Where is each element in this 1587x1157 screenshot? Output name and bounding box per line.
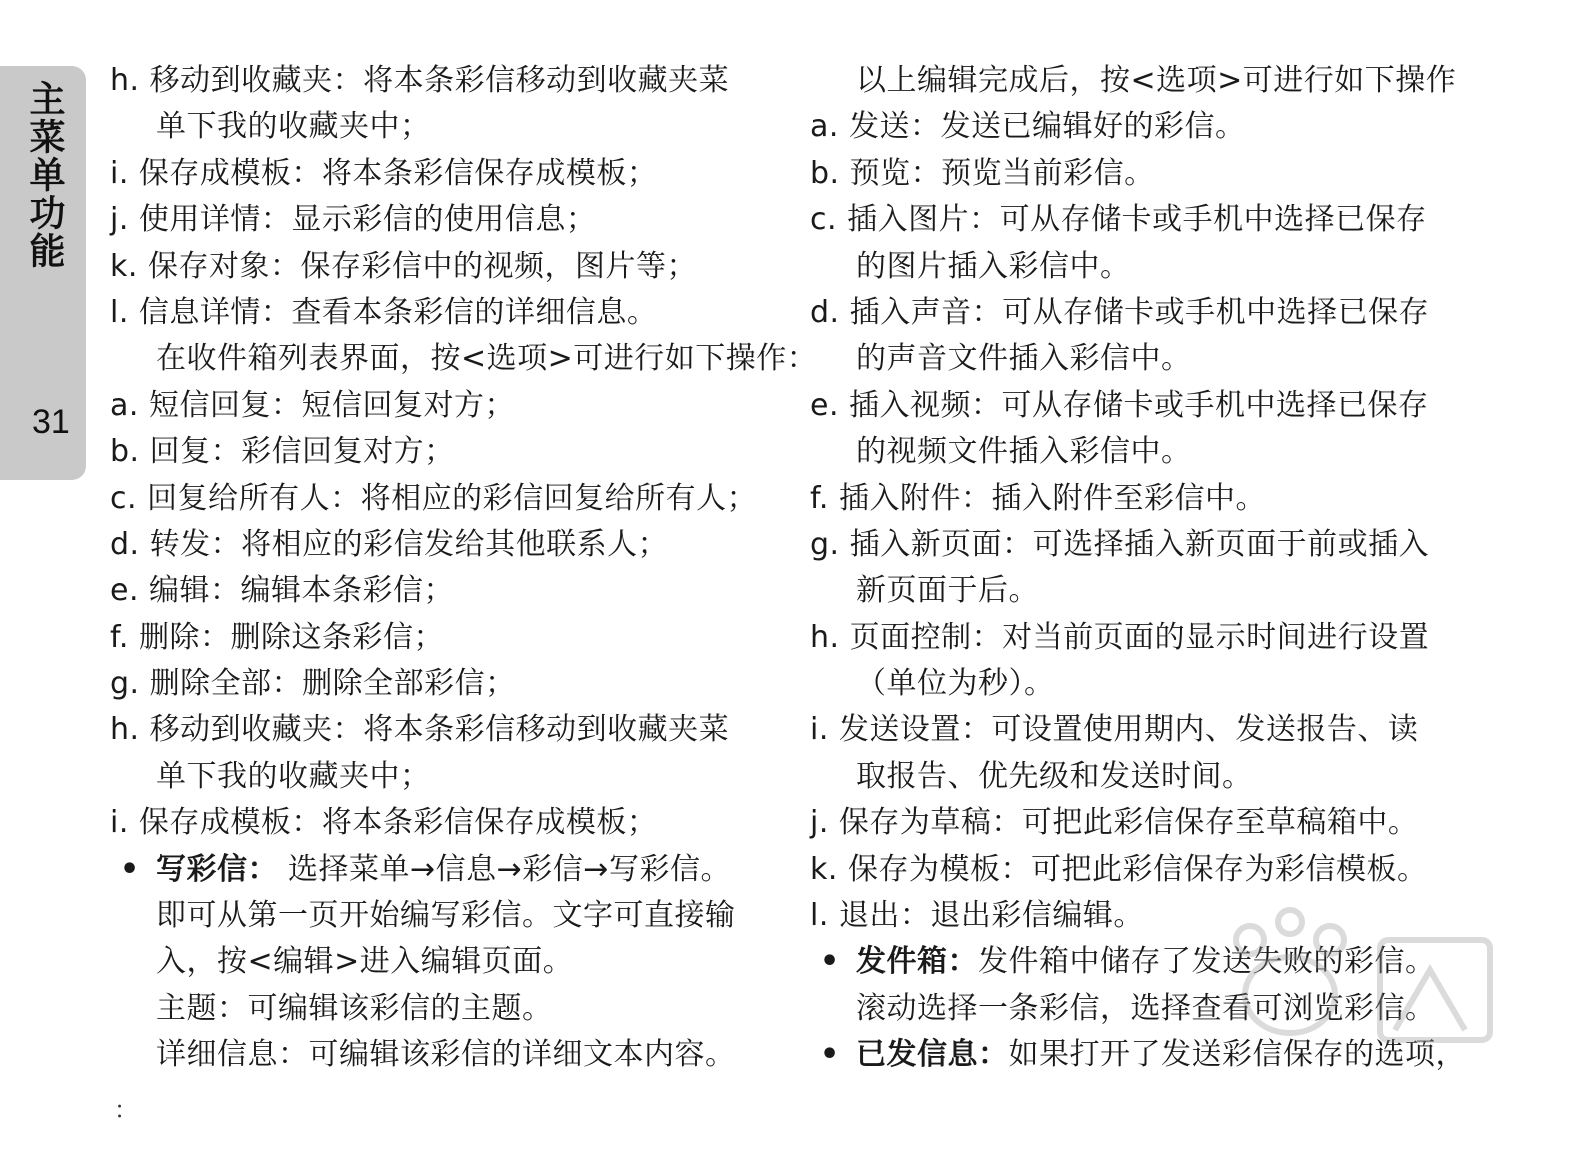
list-item: h. 页面控制：对当前页面的显示时间进行设置: [810, 619, 1430, 655]
list-item: i. 发送设置：可设置使用期内、发送报告、读: [810, 712, 1419, 748]
list-item: l. 退出：退出彩信编辑。: [810, 898, 1144, 934]
continuation-line: 滚动选择一条彩信，选择查看可浏览彩信。: [856, 990, 1436, 1026]
list-item: d. 转发：将相应的彩信发给其他联系人；: [110, 526, 669, 562]
list-item: k. 保存对象：保存彩信中的视频，图片等；: [110, 248, 697, 284]
continuation-line: 单下我的收藏夹中；: [156, 109, 431, 145]
list-item: f. 删除：删除这条彩信；: [110, 619, 444, 655]
bullet-heading: 写彩信：: [156, 851, 278, 887]
list-item: e. 插入视频：可从存储卡或手机中选择已保存: [810, 387, 1429, 423]
bullet-text: 选择菜单→信息→彩信→写彩信。: [278, 851, 731, 887]
continuation-line: 单下我的收藏夹中；: [156, 758, 431, 794]
list-item: f. 插入附件：插入附件至彩信中。: [810, 480, 1266, 516]
stray-mark: ：: [114, 1096, 138, 1124]
bullet-icon: •: [820, 944, 840, 980]
list-item: j. 保存为草稿：可把此彩信保存至草稿箱中。: [810, 805, 1419, 841]
list-item: g. 删除全部：删除全部彩信；: [110, 666, 516, 702]
bullet-icon: •: [820, 1037, 840, 1073]
watermark-logo: [1190, 900, 1520, 1100]
list-item: i. 保存成模板：将本条彩信保存成模板；: [110, 805, 658, 841]
list-item: g. 插入新页面：可选择插入新页面于前或插入: [810, 526, 1430, 562]
bullet-icon: •: [120, 851, 140, 887]
list-item: a. 发送：发送已编辑好的彩信。: [810, 109, 1246, 145]
bullet-heading: 发件箱：: [856, 944, 978, 980]
continuation-line: 主题：可编辑该彩信的主题。: [156, 990, 553, 1026]
continuation-line: 入，按<编辑>进入编辑页面。: [156, 944, 574, 980]
continuation-line: 的声音文件插入彩信中。: [856, 341, 1192, 377]
continuation-line: 以上编辑完成后，按<选项>可进行如下操作: [856, 63, 1457, 98]
list-item: e. 编辑：编辑本条彩信；: [110, 573, 455, 609]
section-title: 主菜单功能: [24, 80, 65, 270]
continuation-line: （单位为秒）。: [856, 666, 1055, 702]
page-number: 31: [32, 403, 70, 441]
continuation-line: 的视频文件插入彩信中。: [856, 434, 1192, 470]
continuation-line: 详细信息：可编辑该彩信的详细文本内容。: [156, 1037, 736, 1073]
bullet-item: [110, 847, 790, 893]
continuation-line: 新页面于后。: [856, 573, 1039, 609]
list-item: j. 使用详情：显示彩信的使用信息；: [110, 202, 597, 238]
continuation-line: 取报告、优先级和发送时间。: [856, 758, 1253, 794]
list-item: b. 回复：彩信回复对方；: [110, 434, 455, 470]
list-item: h. 移动到收藏夹：将本条彩信移动到收藏夹菜: [110, 63, 730, 98]
list-item: k. 保存为模板：可把此彩信保存为彩信模板。: [810, 851, 1428, 887]
list-item: a. 短信回复：短信回复对方；: [110, 387, 515, 423]
bullet-heading: 已发信息：: [856, 1037, 1009, 1073]
list-item: b. 预览：预览当前彩信。: [810, 155, 1155, 191]
list-item: i. 保存成模板：将本条彩信保存成模板；: [110, 155, 658, 191]
bullet-text: 发件箱中储存了发送失败的彩信。: [978, 944, 1436, 980]
list-item: d. 插入声音：可从存储卡或手机中选择已保存: [810, 294, 1430, 330]
list-item: l. 信息详情：查看本条彩信的详细信息。: [110, 294, 658, 330]
left-column: [110, 58, 818, 1079]
bullet-text: 如果打开了发送彩信保存的选项，: [1008, 1037, 1466, 1073]
list-item: c. 回复给所有人：将相应的彩信回复给所有人；: [110, 480, 758, 516]
continuation-line: 的图片插入彩信中。: [856, 248, 1131, 284]
continuation-line: 在收件箱列表界面，按<选项>可进行如下操作：: [156, 341, 818, 377]
list-item: c. 插入图片：可从存储卡或手机中选择已保存: [810, 202, 1427, 238]
continuation-line: 即可从第一页开始编写彩信。文字可直接输: [156, 898, 736, 934]
list-item: h. 移动到收藏夹：将本条彩信移动到收藏夹菜: [110, 712, 730, 748]
